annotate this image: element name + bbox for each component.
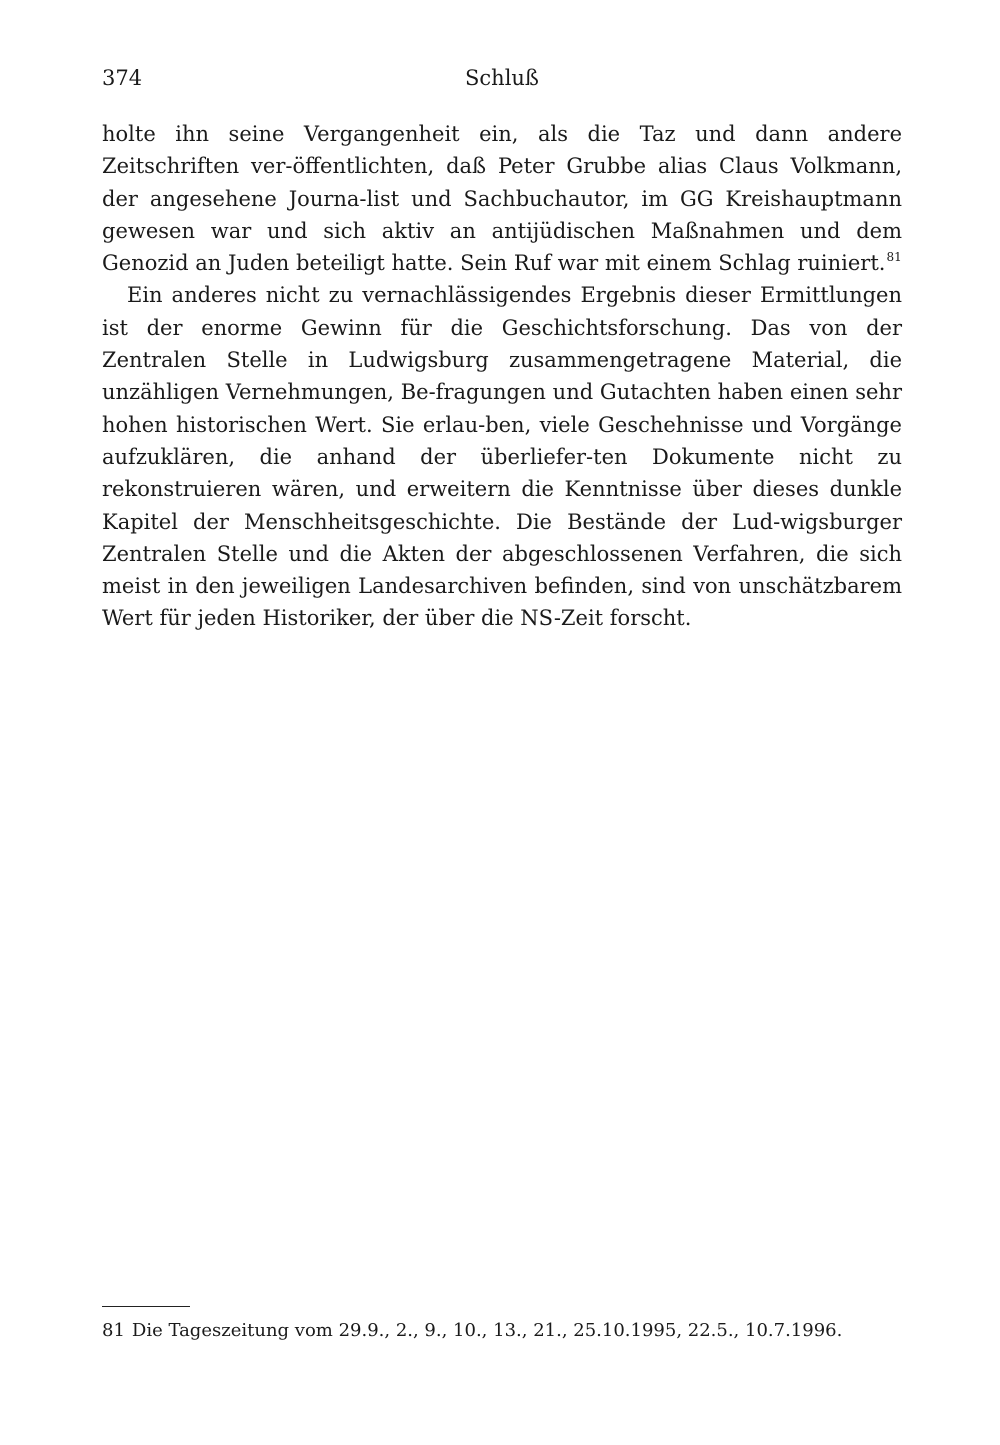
running-head	[102, 66, 902, 102]
footnote-number: 81	[102, 1320, 125, 1341]
chapter-title: Schluß	[465, 66, 539, 90]
paragraph	[102, 279, 902, 634]
footnote	[102, 1318, 902, 1344]
footnote-text: Die Tageszeitung vom 29.9., 2., 9., 10., 13., 21., 25.10.1995, 22.5., 10.7.1996.	[131, 1320, 843, 1341]
body-text	[102, 118, 902, 635]
paragraph-continued	[102, 118, 902, 279]
paragraph-text: Ein anderes nicht zu vernachlässigendes Ergebnis dieser Ermittlungen ist der enorme Gewinn für die Geschichtsforschung. Das von der Zentralen Stelle in Ludwigsburg zusammengetragene Material, die unzähligen Vernehmungen, Be-fragungen und Gutachten haben einen sehr hohen historischen Wert. Sie erlau-ben, viele Geschehnisse und Vorgänge aufzuklären, die anhand der überliefer-ten Dokumente nicht zu rekonstruieren wären, und erweitern die Kenntnisse über dieses dunkle Kapitel der Menschheitsgeschichte. Die Bestände der Lud-wigsburger Zentralen Stelle und die Akten der abgeschlossenen Verfahren, die sich meist in den jeweiligen Landesarchiven befinden, sind von unschätzbarem Wert für jeden Historiker, der über die NS-Zeit forscht.	[102, 283, 902, 631]
footnote-separator	[102, 1306, 190, 1307]
footnote-reference: 81	[886, 250, 902, 265]
page-number: 374	[102, 66, 143, 90]
paragraph-text: holte ihn seine Vergangenheit ein, als die Taz und dann andere Zeitschriften ver-öffentlichten, daß Peter Grubbe alias Claus Volkmann, der angesehene Journa-list und Sachbuchautor, im GG Kreishauptmann gewesen war und sich aktiv an antijüdischen Maßnahmen und dem Genozid an Juden beteiligt hatte. Sein Ruf war mit einem Schlag ruiniert.	[102, 122, 902, 276]
